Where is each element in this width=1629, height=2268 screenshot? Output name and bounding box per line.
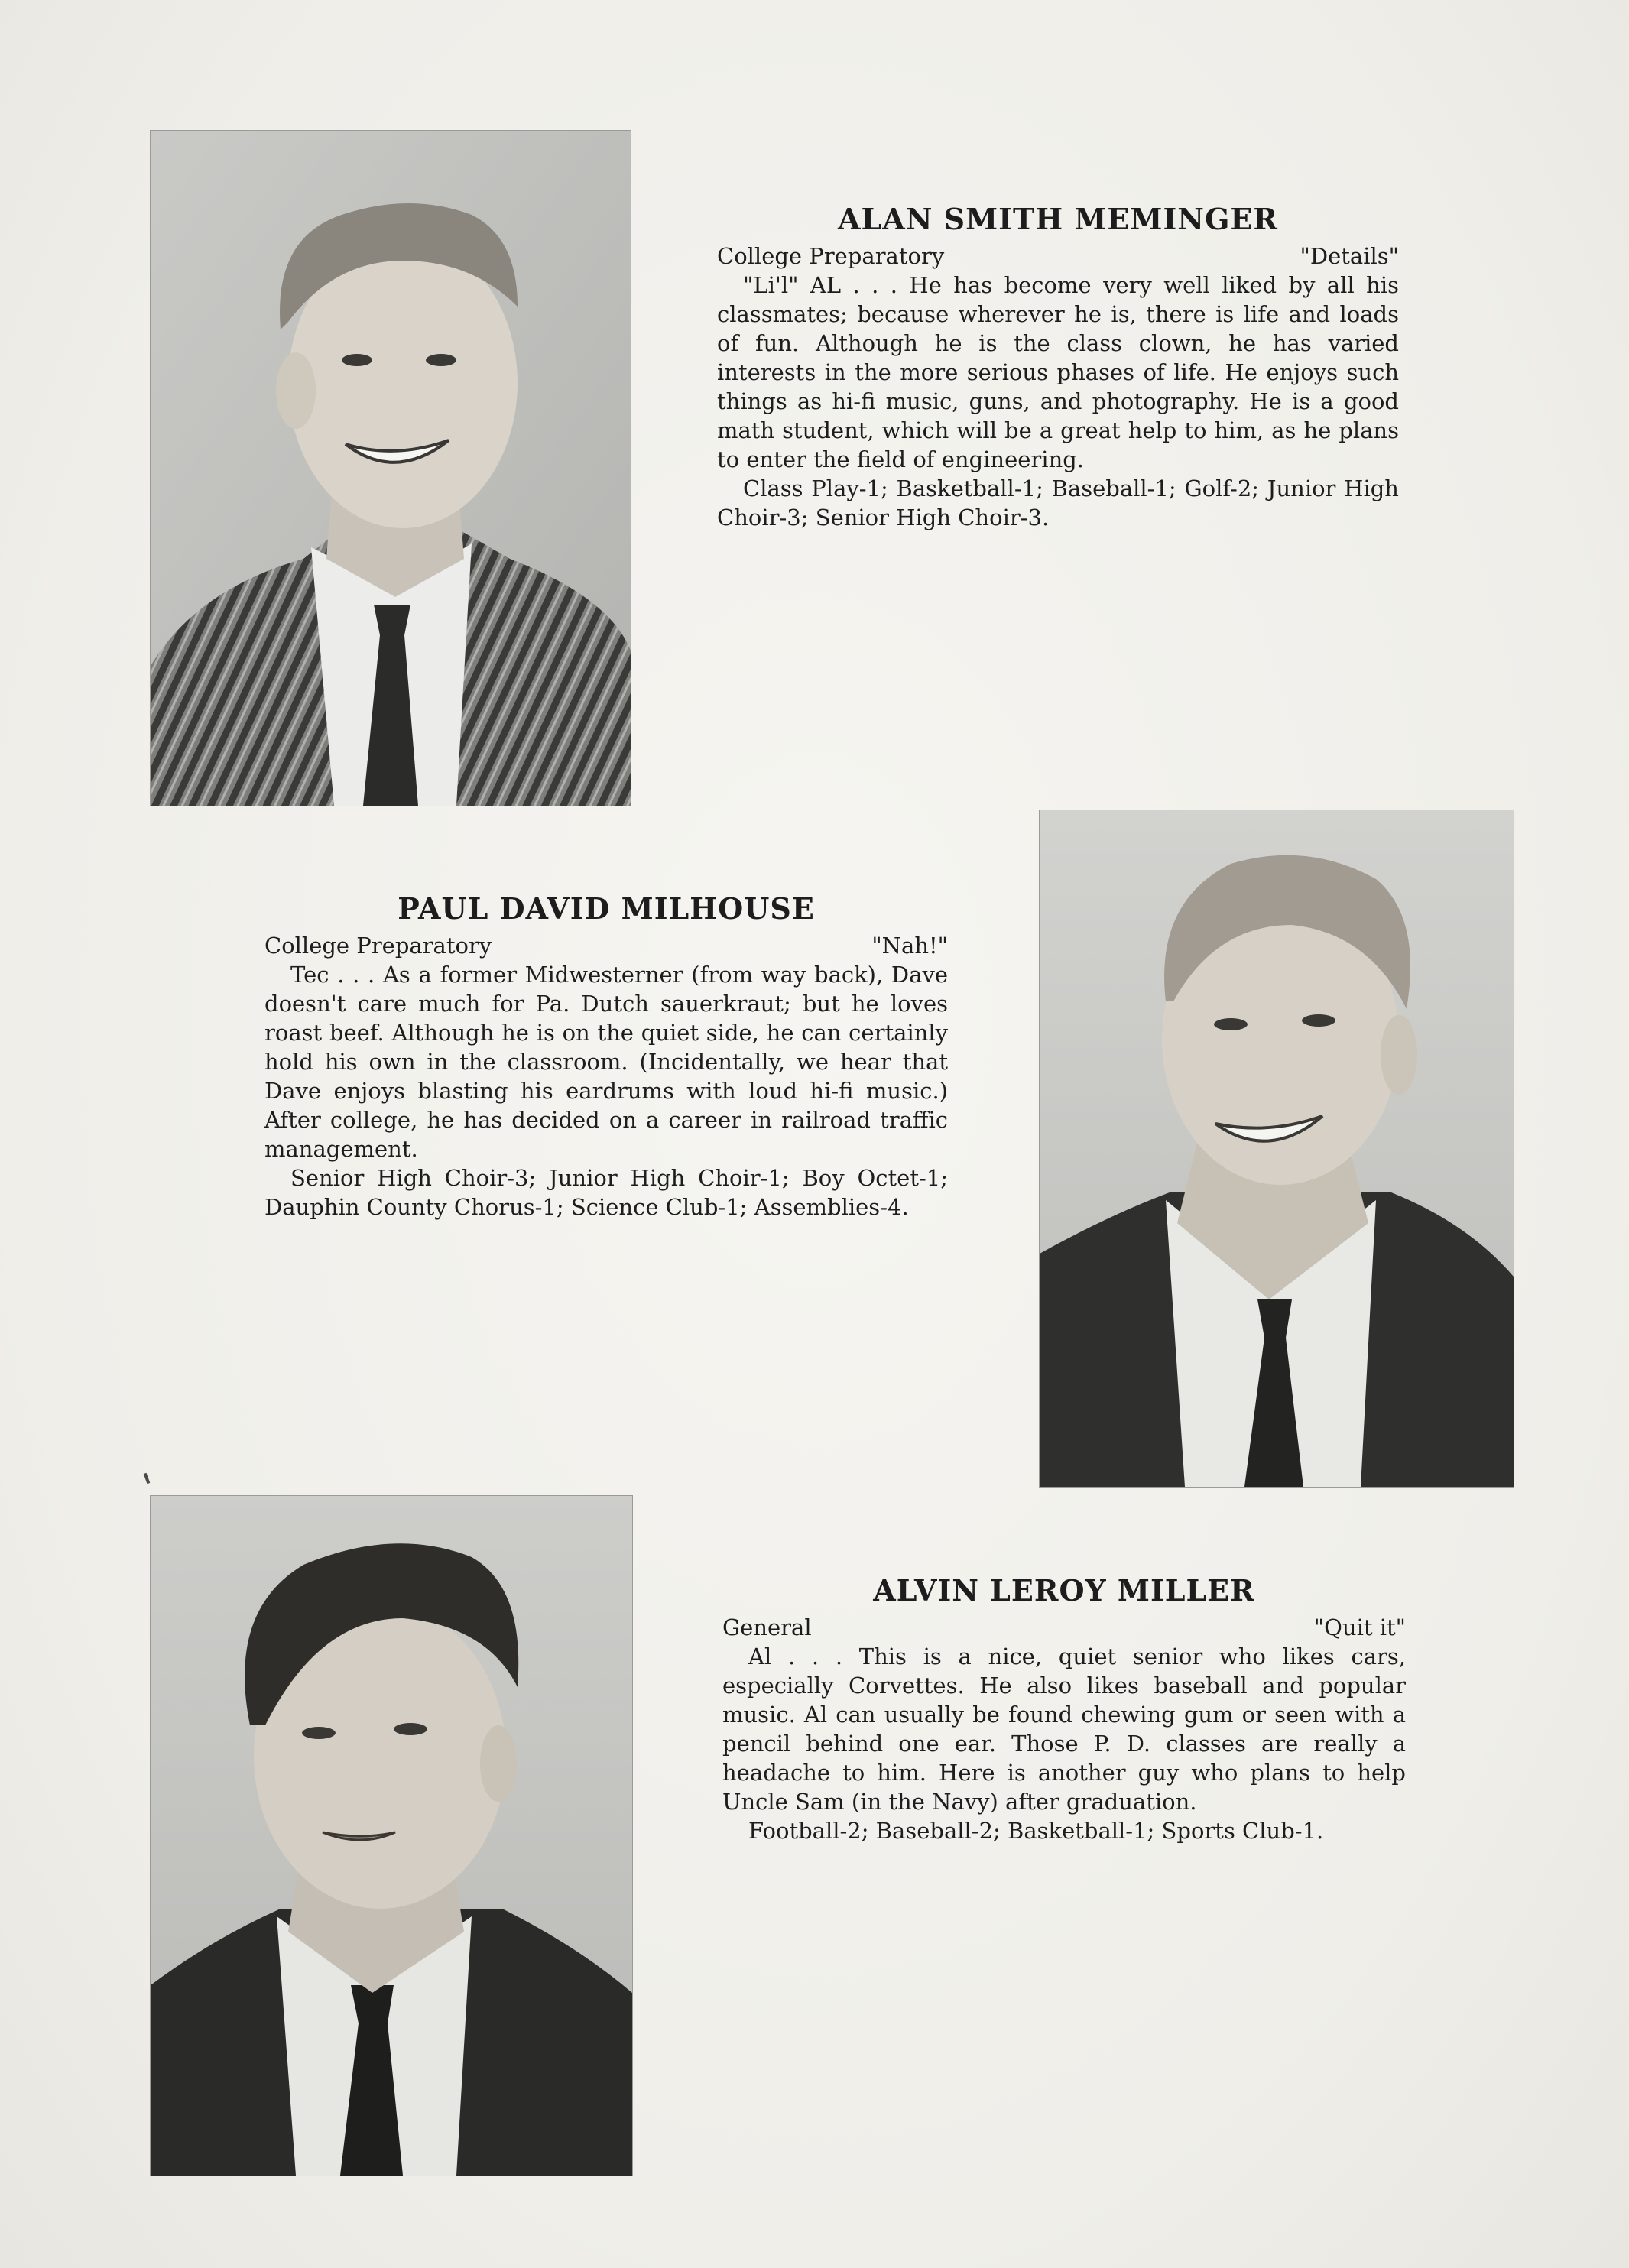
bio-text: Al . . . This is a nice, quiet senior who likes cars, especially Corvettes. He also likes baseball and popular music. Al can usually be found chewing gum or seen with a pencil behind one ear. Those P. D. classes are really a headache to him. Here is another guy who plans to help Uncle Sam (in the Navy) after graduation. (722, 1643, 1406, 1815)
course: College Preparatory (264, 933, 492, 959)
student-name: ALVIN LEROY MILLER (873, 1573, 1255, 1608)
quote: "Details" (1300, 243, 1399, 269)
course: College Preparatory (717, 243, 945, 269)
course-quote-row (717, 242, 1399, 271)
portrait-photo (150, 1495, 633, 2176)
activities: Senior High Choir-3; Junior High Choir-1; Boy Octet-1; Dauphin County Chorus-1; Science Club-1; Assemblies-4. (264, 1165, 948, 1220)
student-name: PAUL DAVID MILHOUSE (398, 891, 815, 926)
quote: "Nah!" (871, 933, 948, 959)
portrait-photo (150, 130, 631, 806)
course-quote-row (264, 931, 948, 960)
page-mark (144, 1473, 151, 1484)
portrait-photo (1039, 810, 1514, 1488)
quote: "Quit it" (1313, 1614, 1406, 1640)
student-bio-3 (722, 1573, 1406, 1845)
bio-text: "Li'l" AL . . . He has become very well liked by all his classmates; because wherever he is, there is life and loads of fun. Although he is the class clown, he has varied interests in the more serious phases of life. He enjoys such things as hi-fi music, guns, and photography. He is a good math student, which will be a great help to him, as he plans to enter the field of engineering. (717, 272, 1399, 472)
student-name: ALAN SMITH MEMINGER (838, 202, 1278, 236)
course: General (722, 1614, 812, 1640)
bio-text: Tec . . . As a former Midwesterner (from way back), Dave doesn't care much for Pa. Dutch sauerkraut; but he loves roast beef. Although he is on the quiet side, he can certainly hold his own in the classroom. (Incidentally, we hear that Dave enjoys blasting his eardrums with loud hi-fi music.) After college, he has decided on a career in railroad traffic management. (264, 962, 948, 1162)
activities: Football-2; Baseball-2; Basketball-1; Sports Club-1. (748, 1818, 1324, 1844)
course-quote-row (722, 1613, 1406, 1642)
student-bio-2 (264, 891, 948, 1222)
portrait-image (151, 131, 631, 806)
student-bio-1 (717, 202, 1399, 532)
portrait-image (151, 1496, 632, 2176)
portrait-image (1040, 810, 1514, 1487)
activities: Class Play-1; Basketball-1; Baseball-1; Golf-2; Junior High Choir-3; Senior High Choir-3. (717, 475, 1399, 530)
